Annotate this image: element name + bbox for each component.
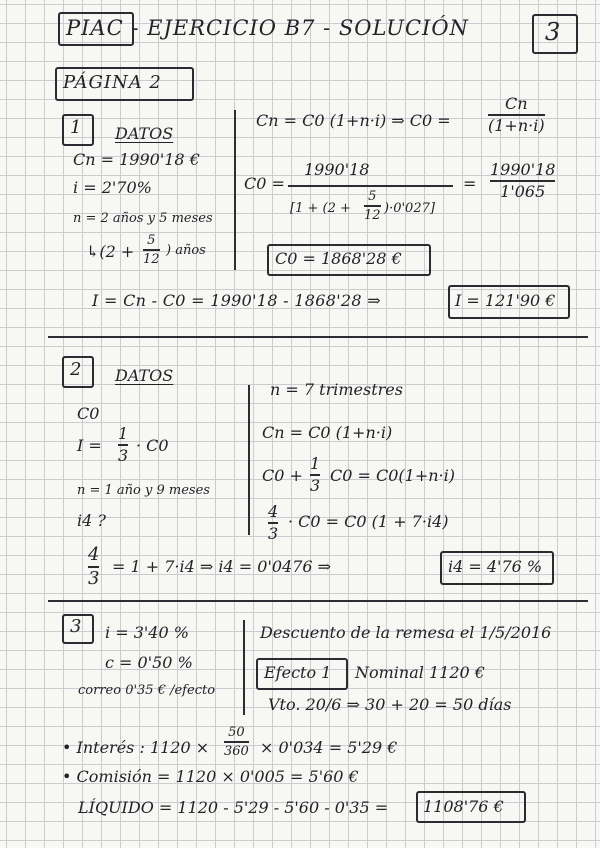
page-label: PÁGINA 2 [63, 72, 162, 93]
ex1-rate: i = 2'70% [73, 178, 152, 197]
ex3-interest-suffix: × 0'034 = 5'29 € [260, 738, 398, 757]
ex2-final-fraction: 4 3 [88, 544, 100, 589]
ex3-net-line: LÍQUIDO = 1120 - 5'29 - 5'60 - 0'35 = [78, 798, 389, 817]
ex3-effect-label: Efecto 1 [264, 663, 332, 682]
ex3-number: 3 [70, 616, 82, 637]
ex1-c0-label: C0 = [244, 174, 285, 193]
ex1-term-suffix: ) años [166, 243, 206, 258]
ex1-c0-simplified: 1990'18 1'065 [490, 160, 556, 201]
ex2-interest-fraction: 1 3 [118, 424, 129, 465]
ex3-maturity: Vto. 20/6 ⇒ 30 + 20 = 50 días [268, 695, 512, 714]
page-number: 3 [545, 18, 561, 46]
ex2-formula: Cn = C0 (1+n·i) [262, 423, 393, 442]
ex2-step2-fraction: 4 3 [268, 502, 279, 543]
ex1-divider [234, 110, 236, 270]
ex3-interest-fraction: 50 360 [224, 725, 249, 759]
page-title: PIAC - EJERCICIO B7 - SOLUCIÓN [66, 16, 469, 40]
ex2-term-quarters: n = 7 trimestres [270, 380, 403, 399]
ex1-c0-fraction-bar [288, 185, 453, 187]
ex1-formula-fraction: Cn (1+n·i) [488, 94, 545, 135]
ex3-commission: • Comisión = 1120 × 0'005 = 5'60 € [62, 767, 359, 786]
ex2-divider [248, 385, 250, 535]
ex3-nominal: Nominal 1120 € [355, 663, 485, 682]
ex2-final-result: i4 = 4'76 % [448, 557, 543, 576]
section-divider-2 [48, 600, 588, 602]
ex1-interest-result: I = 121'90 € [455, 291, 556, 310]
ex2-step2-suffix: · C0 = C0 (1 + 7·i4) [288, 512, 449, 531]
ex2-interest-suffix: · C0 [136, 436, 169, 455]
ex1-c0-den-suffix: )·0'027] [384, 201, 435, 216]
ex1-c0-numerator: 1990'18 [304, 160, 370, 179]
ex2-unknown: i4 ? [77, 511, 106, 530]
ex3-postage: correo 0'35 € /efecto [78, 683, 216, 698]
ex1-equals: = [463, 174, 477, 193]
ex1-term-fraction: 5 12 [143, 233, 160, 267]
ex1-c0-den-fraction: 5 12 [364, 189, 381, 223]
ex1-c0-result: C0 = 1868'28 € [275, 249, 402, 268]
ex3-commission-rate: c = 0'50 % [105, 653, 193, 672]
ex2-step1-fraction: 1 3 [310, 454, 321, 495]
ex2-final-line: = 1 + 7·i4 ⇒ i4 = 0'0476 ⇒ [112, 557, 332, 576]
ex1-datos-heading: DATOS [115, 124, 174, 143]
ex1-formula: Cn = C0 (1+n·i) ⇒ C0 = [256, 111, 451, 130]
ex2-term: n = 1 año y 9 meses [77, 483, 210, 498]
ex1-number: 1 [70, 117, 82, 138]
ex2-step1-suffix: C0 = C0(1+n·i) [330, 466, 455, 485]
ex3-discount-heading: Descuento de la remesa el 1/5/2016 [260, 623, 552, 642]
ex2-c0: C0 [77, 404, 100, 423]
ex3-interest-prefix: • Interés : 1120 × [62, 738, 210, 757]
ex3-divider [243, 620, 245, 715]
ex1-cn: Cn = 1990'18 € [73, 150, 200, 169]
ex2-interest-prefix: I = [77, 436, 102, 455]
ex1-interest-line: I = Cn - C0 = 1990'18 - 1868'28 ⇒ [92, 291, 381, 310]
ex2-datos-heading: DATOS [115, 366, 174, 385]
section-divider-1 [48, 336, 588, 338]
ex2-number: 2 [70, 359, 82, 380]
ex1-term-prefix: ↳(2 + [86, 242, 135, 261]
ex3-net-result: 1108'76 € [423, 797, 504, 816]
ex3-rate: i = 3'40 % [105, 623, 189, 642]
ex2-step1-prefix: C0 + [262, 466, 303, 485]
ex1-c0-den-prefix: [1 + (2 + [290, 201, 351, 216]
ex1-term: n = 2 años y 5 meses [73, 211, 213, 226]
